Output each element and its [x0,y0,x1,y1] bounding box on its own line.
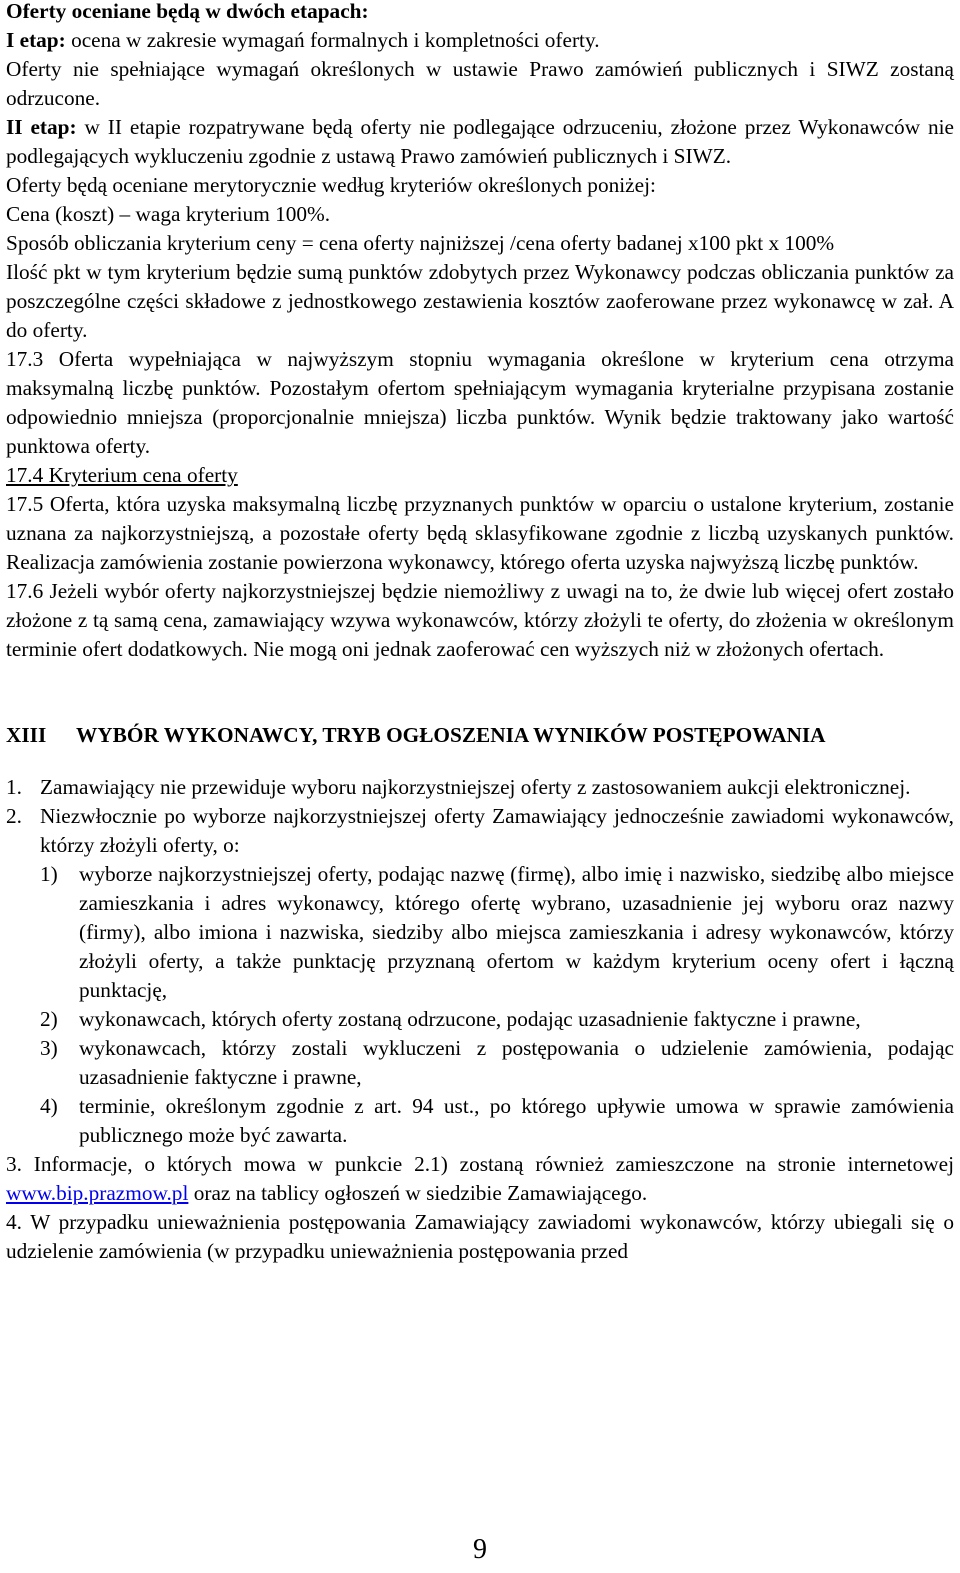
stage-two-label: II etap: [6,115,77,139]
section-intro-title: Oferty oceniane będą w dwóch etapach: [6,0,369,23]
stage-one-text: ocena w zakresie wymagań formalnych i kompletności oferty. [65,28,600,52]
sublist-item-number: 3) [40,1036,58,1060]
price-formula: Sposób obliczania kryterium ceny = cena oferty najniższej /cena oferty badanej x100 pkt x 100% [6,231,835,255]
notification-sublist [40,860,954,1150]
list-item-number: 2. [6,804,22,828]
clause-17-3: 17.3 Oferta wypełniająca w najwyższym stopniu wymagania określone w kryterium cena otrzyma maksymalną liczbę punktów. Pozostałym ofertom spełniającym wymagania kryterialne przypisana zostanie odpowiednio mniejsza (proporcjonalnie mniejsza) liczba punktów. Wynik będzie traktowany jako wartość punktowa oferty. [6,347,954,458]
list-item-text: Niezwłocznie po wyborze najkorzystniejszej oferty Zamawiający jednocześnie zawiadomi wykonawców, którzy złożyli oferty, o: [40,804,954,857]
cancellation-paragraph: 4. W przypadku unieważnienia postępowania Zamawiający zawiadomi wykonawców, którzy ubiegali się o udzielenie zamówienia (w przypadku unieważnienia postępowania przed [6,1210,954,1263]
sublist-item-number: 2) [40,1007,58,1031]
clause-17-6: 17.6 Jeżeli wybór oferty najkorzystniejszej będzie niemożliwy z uwagi na to, że dwie lub więcej ofert zostało złożone z tą samą cena, zamawiający wzywa wykonawców, którzy złożyli te oferty, do złożenia w określonym terminie ofert dodatkowych. Nie mogą oni jednak zaoferować cen wyższych niż w złożonych ofertach. [6,579,954,661]
list-item-text: Zamawiający nie przewiduje wyboru najkorzystniejszej oferty z zastosowaniem aukcji elektronicznej. [40,775,911,799]
criteria-weight: Cena (koszt) – waga kryterium 100%. [6,202,331,226]
sublist-item [40,1092,954,1150]
section-title: WYBÓR WYKONAWCY, TRYB OGŁOSZENIA WYNIKÓW POSTĘPOWANIA [76,723,826,747]
section-heading [6,721,954,750]
publication-text-before: 3. Informacje, o których mowa w punkcie 2.1) zostaną również zamieszczone na stronie internetowej [6,1152,954,1176]
numbered-list [6,773,954,1150]
clause-17-4: 17.4 Kryterium cena oferty [6,463,238,487]
sublist-item-text: terminie, określonym zgodnie z art. 94 ust., po którego upływie umowa w sprawie zamówienia publicznego może być zawarta. [79,1094,954,1147]
sublist-item [40,860,954,1005]
page-number: 9 [473,1534,487,1565]
stage-two-text: w II etapie rozpatrywane będą oferty nie podlegające odrzuceniu, złożone przez Wykonawców nie podlegających wykluczeniu zgodnie z ustawą Prawo zamówień publicznych i SIWZ. [6,115,954,168]
sublist-item-text: wykonawcach, których oferty zostaną odrzucone, podając uzasadnienie faktyczne i prawne, [79,1007,861,1031]
list-item [6,802,954,860]
sublist-item-text: wyborze najkorzystniejszej oferty, podając nazwę (firmę), albo imię i nazwisko, siedzibę albo miejsce zamieszkania i adres wykonawcy, którego ofertę wybrano, uzasadnienie jej wyboru oraz nazwy (firmy), albo imiona i nazwiska, siedziby albo miejsca zamieszkania i adresy wykonawców, którzy złożyli oferty, a także punktację przyznaną ofertom w każdym kryterium oceny ofert i łączną punktację, [79,862,954,1002]
publication-paragraph [6,1150,954,1208]
rejection-paragraph: Oferty nie spełniające wymagań określonych w ustawie Prawo zamówień publicznych i SIWZ zostaną odrzucone. [6,57,954,110]
section-number: XIII [6,723,47,747]
stage-two-paragraph [6,113,954,171]
document-page [6,0,954,1266]
sublist-item [40,1005,954,1034]
clause-17-5: 17.5 Oferta, która uzyska maksymalną liczbę przyznanych punktów w oparciu o ustalone kryterium, zostanie uznana za najkorzystniejszą, a pozostałe oferty będą sklasyfikowane zgodnie z liczbą uzyskanych punktów. Realizacja zamówienia zostanie powierzona wykonawcy, którego oferta uzyska najwyższą liczbę punktów. [6,492,954,574]
sublist-item-number: 1) [40,862,58,886]
list-item-number: 1. [6,775,22,799]
stage-one-paragraph [6,26,954,55]
bip-website-link[interactable]: www.bip.prazmow.pl [6,1181,189,1205]
sublist-item-text: wykonawcach, którzy zostali wykluczeni z postępowania o udzielenie zamówienia, podając uzasadnienie faktyczne i prawne, [79,1036,954,1089]
stage-one-label: I etap: [6,28,66,52]
sublist-item [40,1034,954,1092]
criteria-intro: Oferty będą oceniane merytorycznie według kryteriów określonych poniżej: [6,173,656,197]
points-sum-paragraph: Ilość pkt w tym kryterium będzie sumą punktów zdobytych przez Wykonawcy podczas obliczania punktów za poszczególne części składowe z jednostkowego zestawienia kosztów zaoferowane przez wykonawcę w zał. A do oferty. [6,260,954,342]
sublist-item-number: 4) [40,1094,58,1118]
list-item [6,773,954,802]
publication-text-after: oraz na tablicy ogłoszeń w siedzibie Zamawiającego. [188,1181,648,1205]
